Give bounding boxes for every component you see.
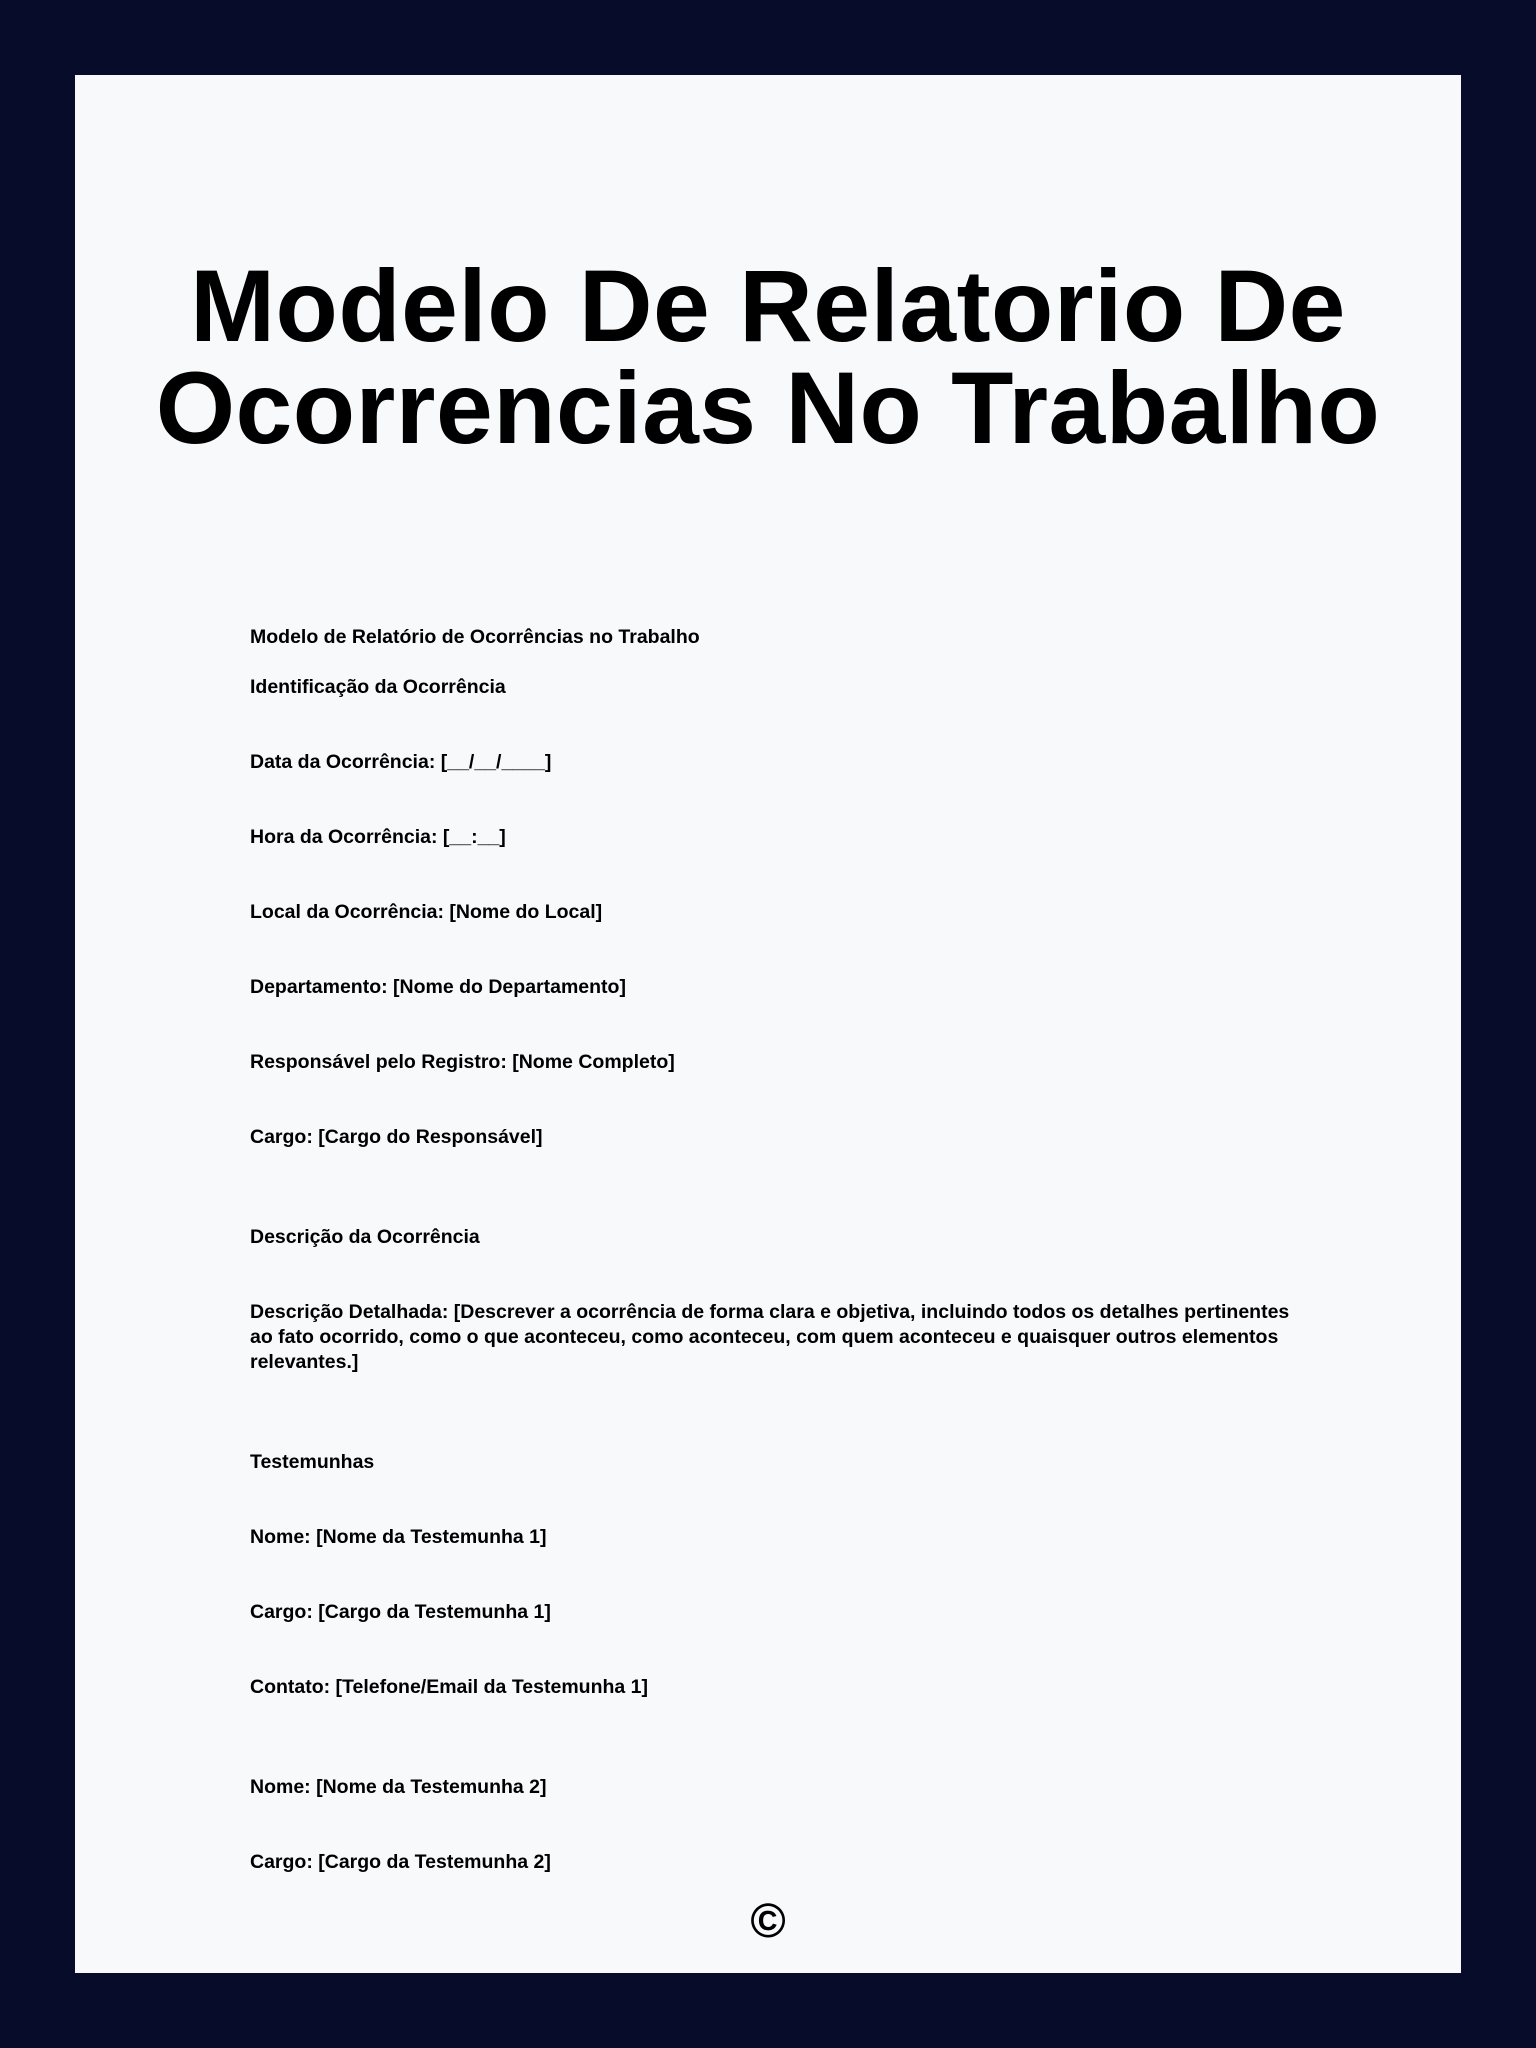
field-local-ocorrencia: Local da Ocorrência: [Nome do Local] xyxy=(250,901,603,923)
section-heading-descricao: Descrição da Ocorrência xyxy=(250,1226,480,1248)
body-heading: Modelo de Relatório de Ocorrências no Trabalho xyxy=(250,626,700,648)
field-data-ocorrencia: Data da Ocorrência: [__/__/____] xyxy=(250,751,552,773)
field-nome-testemunha-1: Nome: [Nome da Testemunha 1] xyxy=(250,1526,547,1548)
field-cargo-testemunha-1: Cargo: [Cargo da Testemunha 1] xyxy=(250,1601,551,1623)
field-cargo-responsavel: Cargo: [Cargo do Responsável] xyxy=(250,1126,543,1148)
document-page xyxy=(75,75,1461,1973)
section-heading-testemunhas: Testemunhas xyxy=(250,1451,375,1473)
copyright-icon: © xyxy=(750,1895,786,1948)
field-responsavel: Responsável pelo Registro: [Nome Completo] xyxy=(250,1051,675,1073)
section-heading-identificacao: Identificação da Ocorrência xyxy=(250,676,506,698)
field-descricao-detalhada: Descrição Detalhada: [Descrever a ocorrência de forma clara e objetiva, incluindo todos os detalhes pertinentes ao fato ocorrido, como o que aconteceu, como aconteceu, com quem aconteceu e quaisquer outros elementos relevantes.] xyxy=(250,1301,1290,1373)
field-cargo-testemunha-2: Cargo: [Cargo da Testemunha 2] xyxy=(250,1851,551,1873)
document-title: Modelo De Relatorio De Ocorrencias No Trabalho xyxy=(155,249,1381,465)
field-departamento: Departamento: [Nome do Departamento] xyxy=(250,976,626,998)
field-hora-ocorrencia: Hora da Ocorrência: [__:__] xyxy=(250,826,506,848)
field-contato-testemunha-1: Contato: [Telefone/Email da Testemunha 1] xyxy=(250,1676,648,1698)
field-nome-testemunha-2: Nome: [Nome da Testemunha 2] xyxy=(250,1776,547,1798)
